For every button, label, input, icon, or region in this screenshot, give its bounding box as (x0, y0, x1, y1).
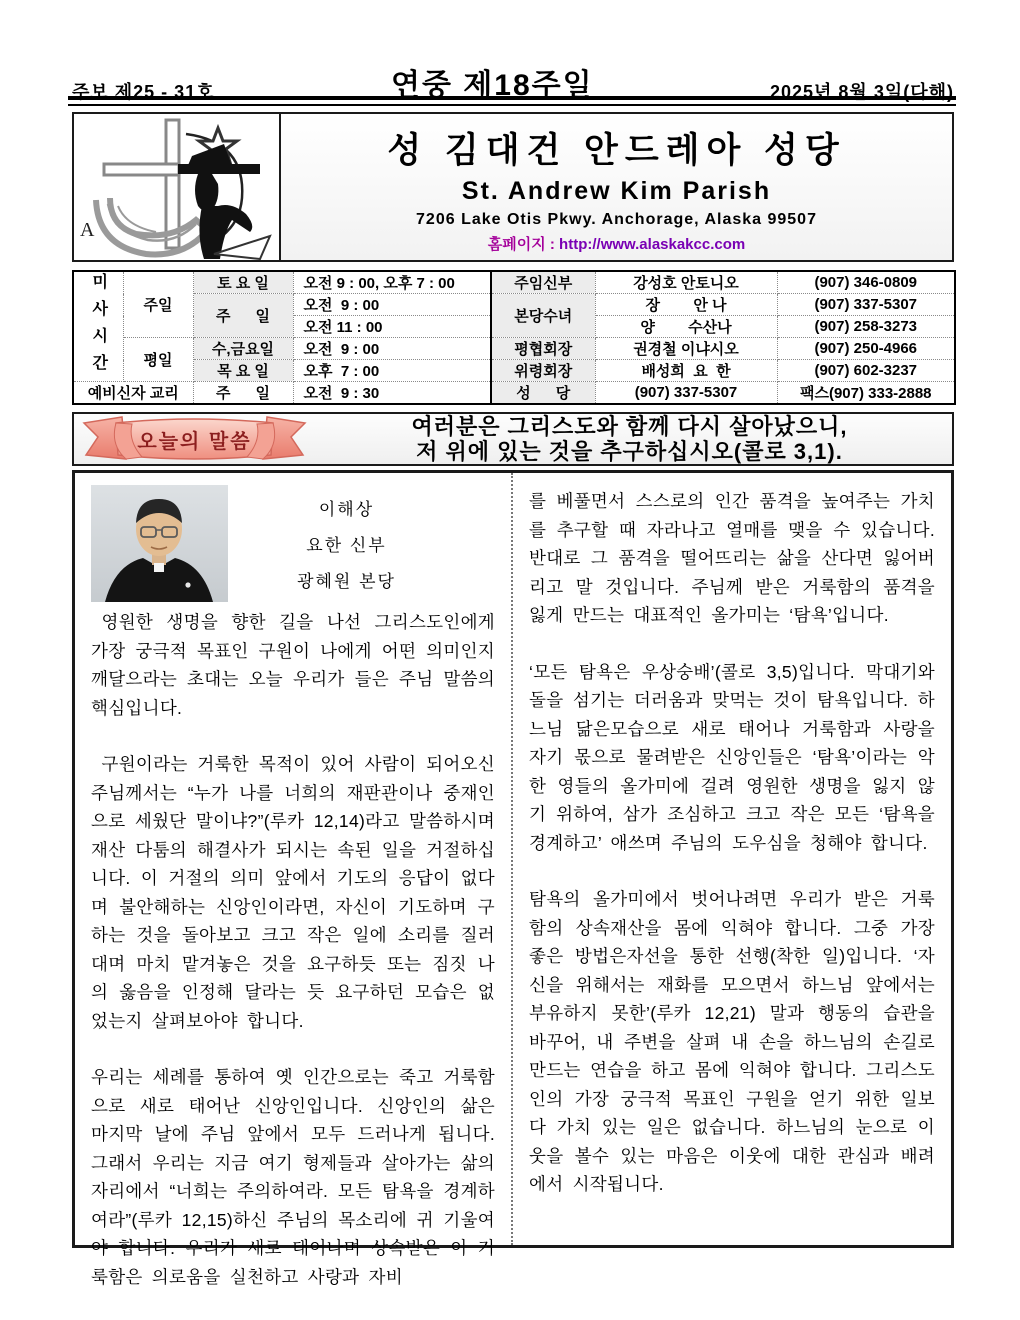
council-phone: (907) 250-4966 (777, 338, 955, 360)
catechumen-label: 예비신자 교리 (73, 382, 193, 405)
thursday-time: 오후 7 : 00 (293, 360, 491, 382)
sunday-label: 주 일 (193, 294, 293, 338)
sunday-time-1: 오전 9 : 00 (293, 294, 491, 316)
church-fax: 팩스(907) 333-2888 (777, 382, 955, 405)
weekday-group-label: 평일 (123, 338, 193, 382)
saturday-times: 오전 9 : 00, 오후 7 : 00 (293, 271, 491, 294)
wed-fri-time: 오전 9 : 00 (293, 338, 491, 360)
mass-time-section-label: 미사시간 (73, 271, 123, 382)
bulletin-issue-number: 주보 제25 - 31호 (72, 82, 215, 102)
priest-photo (91, 485, 228, 602)
mass-schedule-table (72, 270, 956, 405)
author-parish: 광혜원 본당 (297, 572, 396, 591)
memorial-name: 배성희 요 한 (595, 360, 777, 382)
bulletin-date: 2025년 8월 3일(다해) (769, 82, 954, 102)
catechism-time: 오전 9 : 30 (293, 382, 491, 405)
table-row (73, 338, 955, 360)
author-block (91, 485, 495, 602)
pastor-phone: (907) 346-0809 (777, 271, 955, 294)
sunday-time-2: 오전 11 : 00 (293, 316, 491, 338)
thursday-label: 목 요 일 (193, 360, 293, 382)
ribbon-title: 오늘의 말씀 (137, 431, 252, 453)
article-right-column (513, 473, 951, 1245)
ribbon (82, 415, 307, 463)
catechism-day: 주 일 (193, 382, 293, 405)
pastor-name: 강성호 안토니오 (595, 271, 777, 294)
memorial-phone: (907) 602-3237 (777, 360, 955, 382)
table-row (73, 271, 955, 294)
verse-line-1: 여러분은 그리스도와 함께 다시 살아났으니, (411, 414, 848, 439)
table-row (73, 382, 955, 405)
parish-info (281, 114, 952, 260)
masthead-divider (68, 96, 956, 106)
word-banner (72, 412, 954, 466)
parish-address: 7206 Lake Otis Pkwy. Anchorage, Alaska 99507 (416, 210, 817, 228)
pastor-role: 주임신부 (491, 271, 595, 294)
parish-homepage (488, 233, 745, 254)
parish-logo-image (74, 114, 279, 260)
parish-name-english: St. Andrew Kim Parish (461, 176, 772, 205)
article-paragraph: 영원한 생명을 향한 길을 나선 그리스도인에게 가장 궁극적 목표인 구원이 나에게 어떤 의미인지 깨달으라는 초대는 오늘 우리가 들은 주님 말씀의 핵심입니다. (91, 612, 495, 718)
boat-anchor-icon (96, 198, 208, 255)
saturday-label: 토 요 일 (193, 271, 293, 294)
verse-line-2: 저 위에 있는 것을 추구하십시오(콜로 3,1). (416, 439, 843, 464)
table-row (73, 294, 955, 316)
memorial-role: 위령회장 (491, 360, 595, 382)
homepage-url[interactable]: http://www.alaskakcc.com (559, 235, 746, 253)
sisters-role: 본당수녀 (491, 294, 595, 338)
wed-fri-label: 수,금요일 (193, 338, 293, 360)
church-phone: (907) 337-5307 (595, 382, 777, 405)
table-row (73, 360, 955, 382)
council-role: 평협회장 (491, 338, 595, 360)
parish-logo (74, 114, 281, 260)
church-role: 성 당 (491, 382, 595, 405)
council-name: 권경철 이냐시오 (595, 338, 777, 360)
article-paragraph: 를 베풀면서 스스로의 인간 품격을 높여주는 가치를 추구할 때 자라나고 열매를 맺을 수 있습니다. 반대로 그 품격을 떨어뜨리는 삶을 산다면 잃어버리고 말 것입니다. 주님께 받은 거룩함의 품격을 잃게 만드는 대표적인 올가미는 ‘탐욕’입니다. (529, 491, 935, 625)
sister1-name: 장 안 나 (595, 294, 777, 316)
sunday-group-label: 주일 (123, 271, 193, 338)
logo-letter: A (80, 219, 95, 241)
author-names (228, 485, 495, 602)
article-paragraph: 구원이라는 거룩한 목적이 있어 사람이 되어오신 주님께서는 “누가 나를 너희의 재판관이나 중재인으로 세웠단 말이냐?”(루카 12,14)라고 말씀하시며 재산 다툼의 해결사가 되시는 속된 일을 거절하십니다. 이 거절의 의미 앞에서 기도의 응답이 없다며 불안해하는 신앙인이라면, 자신이 기도하며 구하는 것을 돌아보고 크고 작은 일에 소리를 질러대며 마치 맡겨놓은 것을 요구하듯 또는 짐짓 나의 옳음을 인정해 달라는 듯 요구하던 모습은 없었는지 살펴보아야 합니다. (91, 754, 495, 1031)
parish-name-korean: 성 김대건 안드레아 성당 (387, 130, 846, 170)
sister2-name: 양 수산나 (595, 316, 777, 338)
page-title: 연중 제18주일 (390, 69, 594, 102)
sister1-phone: (907) 337-5307 (777, 294, 955, 316)
author-name: 이해상 (318, 500, 375, 519)
sister2-phone: (907) 258-3273 (777, 316, 955, 338)
author-title: 요한 신부 (306, 536, 387, 555)
article-paragraph: 탐욕의 올가미에서 벗어나려면 우리가 받은 거룩함의 상속재산을 몸에 익혀야 합니다. 그중 가장 좋은 방법은자선을 통한 선행(착한 일)입니다. ‘자신을 위해서는 재화를 모으면서 하느님 앞에서는 부유하지 못한’(루카 12,21) 말과 행동의 습관을 바꾸어, 내 주변을 살펴 내 손을 하느님의 손길로 만드는 연습을 하고 몸에 익혀야 합니다. 그리스도인의 가장 궁극적 목표인 구원을 얻기 위한 일보다 가치 있는 일은 없습니다. 하느님의 눈으로 이웃을 볼수 있는 마음은 이웃에 대한 관심과 배려에서 시작됩니다. (529, 889, 935, 1194)
article-paragraph: ‘모든 탐욕은 우상숭배’(콜로 3,5)입니다. 막대기와 돌을 섬기는 더러움과 맞먹는 것이 탐욕입니다. 하느님 닮은모습으로 새로 태어나 거룩함과 사랑을 자기 몫으로 물려받은 신앙인들은 ‘탐욕’이라는 악한 영들의 올가미에 걸려 영원한 생명을 잃지 않기 위하여, 삼가 조심하고 크고 작은 모든 ‘탐욕을 경계하고’ 애쓰며 주님의 도우심을 청해야 합니다. (529, 661, 935, 853)
article-paragraph: 우리는 세례를 통하여 옛 인간으로는 죽고 거룩함으로 새로 태어난 신앙인입니다. 신앙인의 삶은 마지막 날에 주님 앞에서 모두 드러나게 됩니다. 그래서 우리는 지금 여기 형제들과 살아가는 삶의 자리에서 “너희는 주의하여라. 모든 탐욕을 경계하여라”(루카 12,15)하신 주님의 목소리에 귀 기울여야 합니다. 우리가 새로 태어나며 상속받은 이 거룩함은 의로움을 실천하고 사랑과 자비 (91, 1067, 495, 1287)
article-left-column (75, 473, 513, 1287)
homepage-label: 홈페이지 : (487, 235, 555, 253)
parish-header (72, 112, 954, 262)
article (72, 470, 954, 1287)
verse-text (307, 414, 952, 464)
